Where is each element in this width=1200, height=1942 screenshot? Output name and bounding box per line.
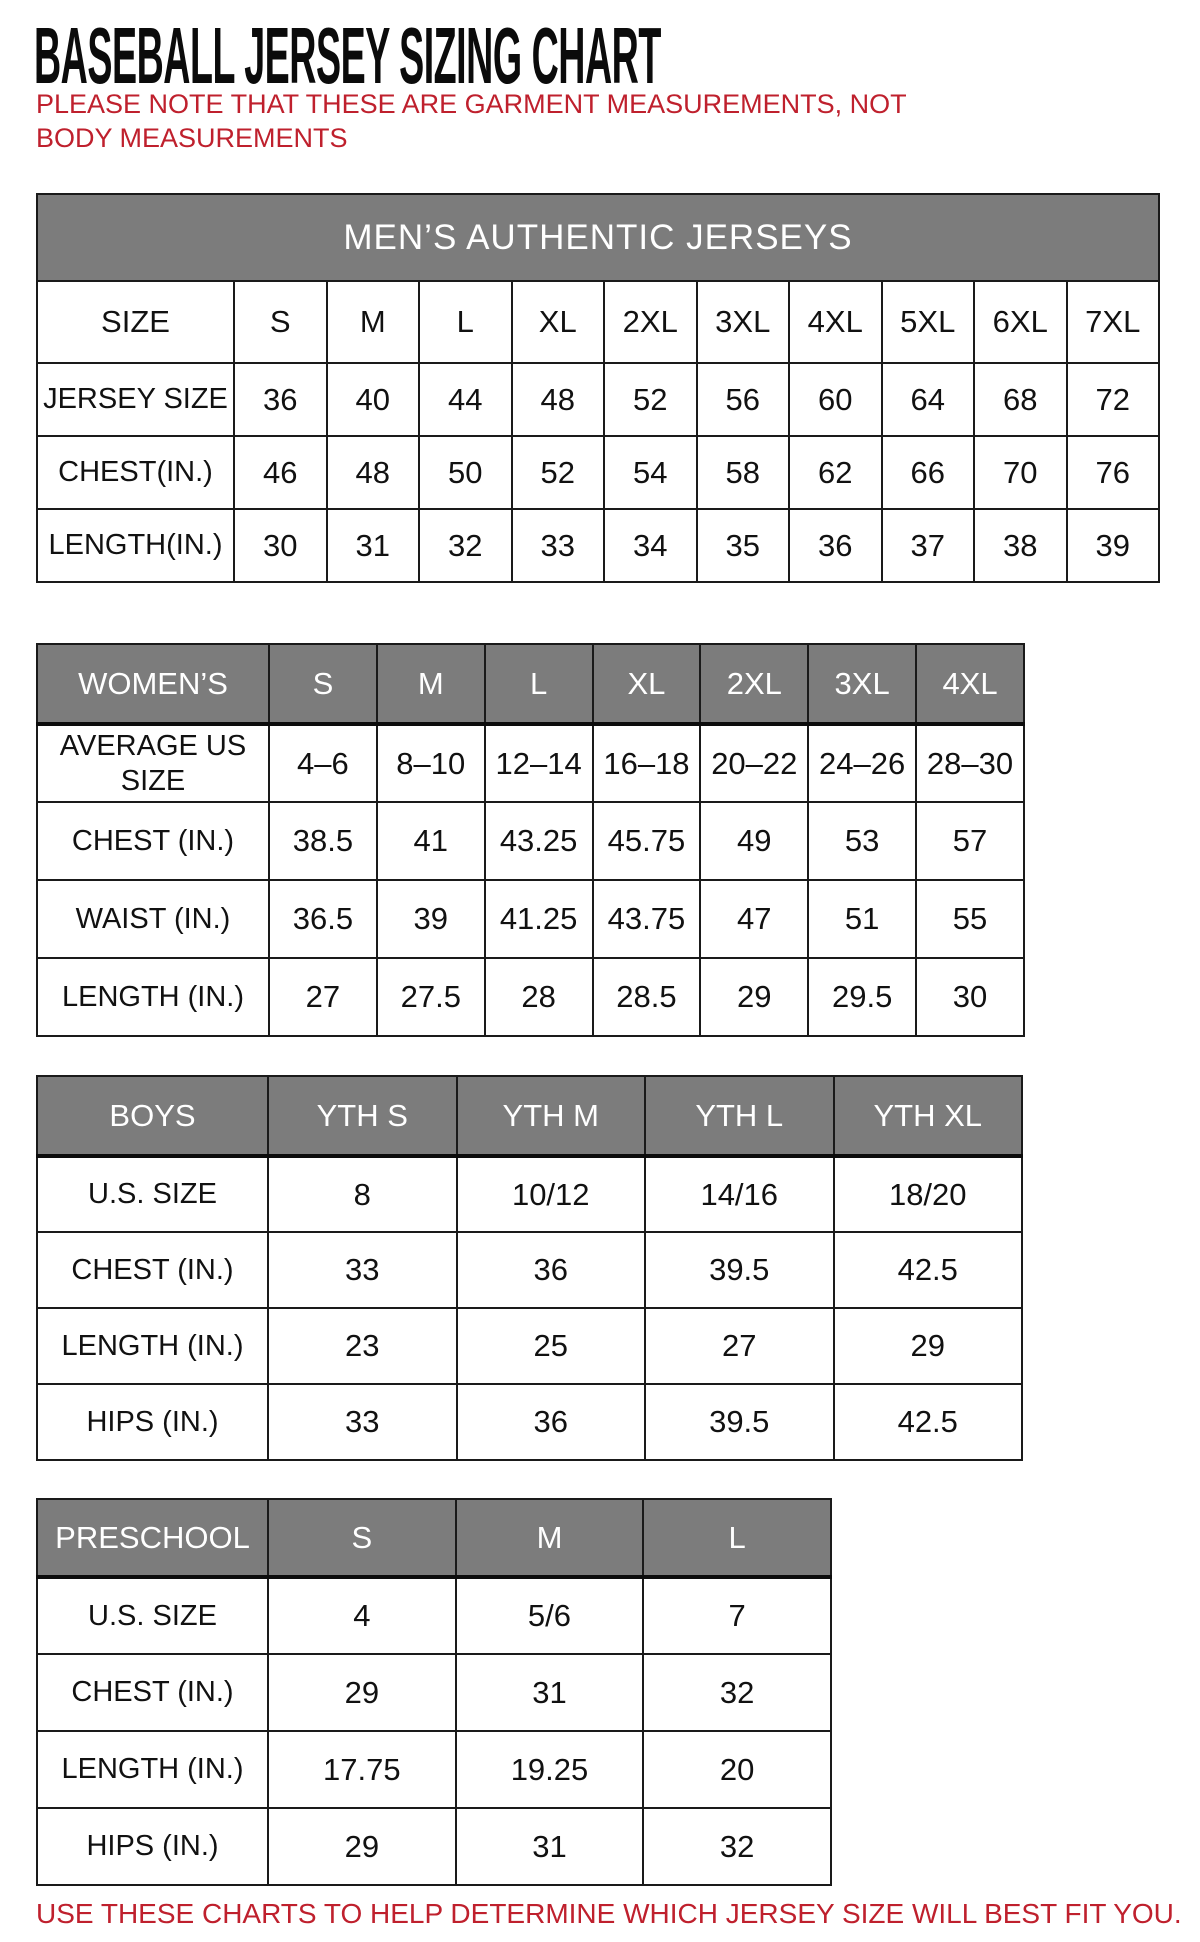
preschool-value-cell: 19.25: [456, 1731, 644, 1808]
womens-header-cell: XL: [593, 644, 701, 724]
womens-value-cell: 28: [485, 958, 593, 1036]
womens-value-cell: 51: [808, 880, 916, 958]
boys-header-label: BOYS: [37, 1076, 268, 1156]
womens-header-cell: L: [485, 644, 593, 724]
womens-value-cell: 28–30: [916, 724, 1024, 802]
womens-header-label: WOMEN’S: [37, 644, 269, 724]
mens-value-cell: 56: [697, 363, 790, 436]
boys-value-cell: 29: [834, 1308, 1023, 1384]
womens-value-cell: 12–14: [485, 724, 593, 802]
mens-header-label: SIZE: [37, 281, 234, 363]
mens-header-cell: 4XL: [789, 281, 882, 363]
mens-value-cell: 39: [1067, 509, 1160, 582]
boys-value-cell: 27: [645, 1308, 834, 1384]
boys-header-cell: YTH S: [268, 1076, 457, 1156]
womens-header-cell: S: [269, 644, 377, 724]
boys-value-cell: 39.5: [645, 1384, 834, 1460]
womens-value-cell: 8–10: [377, 724, 485, 802]
mens-value-cell: 36: [234, 363, 327, 436]
boys-value-cell: 23: [268, 1308, 457, 1384]
womens-value-cell: 27.5: [377, 958, 485, 1036]
preschool-header-cell: L: [643, 1499, 831, 1577]
womens-value-cell: 43.75: [593, 880, 701, 958]
preschool-value-cell: 29: [268, 1808, 456, 1885]
mens-value-cell: 38: [974, 509, 1067, 582]
boys-value-cell: 10/12: [457, 1156, 646, 1232]
mens-value-cell: 54: [604, 436, 697, 509]
mens-value-cell: 72: [1067, 363, 1160, 436]
womens-value-cell: 28.5: [593, 958, 701, 1036]
mens-value-cell: 35: [697, 509, 790, 582]
boys-row-label: LENGTH (IN.): [37, 1308, 268, 1384]
mens-value-cell: 68: [974, 363, 1067, 436]
boys-value-cell: 33: [268, 1232, 457, 1308]
mens-header-cell: 3XL: [697, 281, 790, 363]
mens-value-cell: 33: [512, 509, 605, 582]
mens-header-cell: 2XL: [604, 281, 697, 363]
womens-value-cell: 57: [916, 802, 1024, 880]
boys-value-cell: 8: [268, 1156, 457, 1232]
mens-value-cell: 60: [789, 363, 882, 436]
boys-row-label: HIPS (IN.): [37, 1384, 268, 1460]
boys-value-cell: 42.5: [834, 1384, 1023, 1460]
womens-header-cell: 3XL: [808, 644, 916, 724]
womens-value-cell: 45.75: [593, 802, 701, 880]
mens-value-cell: 66: [882, 436, 975, 509]
mens-row-label: CHEST(IN.): [37, 436, 234, 509]
footer-note: USE THESE CHARTS TO HELP DETERMINE WHICH JERSEY SIZE WILL BEST FIT YOU.: [36, 1898, 1182, 1929]
preschool-row-label: CHEST (IN.): [37, 1654, 268, 1731]
womens-sizing-table: [36, 643, 1025, 1037]
womens-value-cell: 49: [700, 802, 808, 880]
womens-value-cell: 53: [808, 802, 916, 880]
womens-value-cell: 47: [700, 880, 808, 958]
mens-row-label: LENGTH(IN.): [37, 509, 234, 582]
womens-value-cell: 4–6: [269, 724, 377, 802]
mens-value-cell: 37: [882, 509, 975, 582]
womens-value-cell: 29.5: [808, 958, 916, 1036]
boys-value-cell: 33: [268, 1384, 457, 1460]
preschool-value-cell: 20: [643, 1731, 831, 1808]
boys-value-cell: 42.5: [834, 1232, 1023, 1308]
mens-value-cell: 76: [1067, 436, 1160, 509]
womens-value-cell: 43.25: [485, 802, 593, 880]
mens-value-cell: 52: [604, 363, 697, 436]
mens-header-cell: M: [327, 281, 420, 363]
mens-banner: MEN’S AUTHENTIC JERSEYS: [37, 194, 1159, 281]
mens-value-cell: 50: [419, 436, 512, 509]
mens-value-cell: 36: [789, 509, 882, 582]
mens-header-cell: 6XL: [974, 281, 1067, 363]
womens-row-label: LENGTH (IN.): [37, 958, 269, 1036]
womens-value-cell: 39: [377, 880, 485, 958]
mens-value-cell: 52: [512, 436, 605, 509]
womens-value-cell: 27: [269, 958, 377, 1036]
womens-value-cell: 41.25: [485, 880, 593, 958]
womens-header-cell: 4XL: [916, 644, 1024, 724]
preschool-header-cell: M: [456, 1499, 644, 1577]
preschool-value-cell: 32: [643, 1654, 831, 1731]
mens-value-cell: 58: [697, 436, 790, 509]
preschool-row-label: LENGTH (IN.): [37, 1731, 268, 1808]
preschool-header-cell: S: [268, 1499, 456, 1577]
womens-header-cell: 2XL: [700, 644, 808, 724]
preschool-value-cell: 29: [268, 1654, 456, 1731]
mens-value-cell: 31: [327, 509, 420, 582]
preschool-sizing-table: [36, 1498, 832, 1886]
boys-header-cell: YTH M: [457, 1076, 646, 1156]
womens-row-label: WAIST (IN.): [37, 880, 269, 958]
mens-value-cell: 70: [974, 436, 1067, 509]
mens-header-cell: 5XL: [882, 281, 975, 363]
page-title: BASEBALL JERSEY SIZING CHART: [34, 11, 661, 100]
mens-value-cell: 30: [234, 509, 327, 582]
preschool-value-cell: 17.75: [268, 1731, 456, 1808]
womens-value-cell: 55: [916, 880, 1024, 958]
mens-value-cell: 64: [882, 363, 975, 436]
boys-row-label: U.S. SIZE: [37, 1156, 268, 1232]
womens-value-cell: 24–26: [808, 724, 916, 802]
preschool-value-cell: 31: [456, 1654, 644, 1731]
womens-value-cell: 30: [916, 958, 1024, 1036]
womens-value-cell: 41: [377, 802, 485, 880]
mens-header-cell: L: [419, 281, 512, 363]
mens-header-cell: XL: [512, 281, 605, 363]
womens-value-cell: 16–18: [593, 724, 701, 802]
mens-header-cell: 7XL: [1067, 281, 1160, 363]
preschool-value-cell: 31: [456, 1808, 644, 1885]
boys-header-cell: YTH XL: [834, 1076, 1023, 1156]
mens-value-cell: 34: [604, 509, 697, 582]
womens-row-label: AVERAGE US SIZE: [37, 724, 269, 802]
womens-value-cell: 38.5: [269, 802, 377, 880]
mens-value-cell: 48: [327, 436, 420, 509]
preschool-value-cell: 4: [268, 1577, 456, 1654]
womens-value-cell: 29: [700, 958, 808, 1036]
boys-value-cell: 36: [457, 1232, 646, 1308]
boys-row-label: CHEST (IN.): [37, 1232, 268, 1308]
womens-value-cell: 20–22: [700, 724, 808, 802]
mens-value-cell: 48: [512, 363, 605, 436]
mens-value-cell: 46: [234, 436, 327, 509]
mens-value-cell: 40: [327, 363, 420, 436]
boys-value-cell: 18/20: [834, 1156, 1023, 1232]
mens-value-cell: 32: [419, 509, 512, 582]
womens-row-label: CHEST (IN.): [37, 802, 269, 880]
mens-value-cell: 44: [419, 363, 512, 436]
preschool-row-label: U.S. SIZE: [37, 1577, 268, 1654]
boys-value-cell: 14/16: [645, 1156, 834, 1232]
womens-value-cell: 36.5: [269, 880, 377, 958]
preschool-header-label: PRESCHOOL: [37, 1499, 268, 1577]
boys-sizing-table: [36, 1075, 1023, 1461]
mens-sizing-table: [36, 193, 1160, 583]
mens-row-label: JERSEY SIZE: [37, 363, 234, 436]
preschool-row-label: HIPS (IN.): [37, 1808, 268, 1885]
preschool-value-cell: 7: [643, 1577, 831, 1654]
mens-header-cell: S: [234, 281, 327, 363]
garment-measurements-note: PLEASE NOTE THAT THESE ARE GARMENT MEASUREMENTS, NOT BODY MEASUREMENTS: [36, 89, 907, 153]
boys-value-cell: 39.5: [645, 1232, 834, 1308]
preschool-value-cell: 5/6: [456, 1577, 644, 1654]
mens-value-cell: 62: [789, 436, 882, 509]
womens-header-cell: M: [377, 644, 485, 724]
boys-header-cell: YTH L: [645, 1076, 834, 1156]
preschool-value-cell: 32: [643, 1808, 831, 1885]
boys-value-cell: 25: [457, 1308, 646, 1384]
boys-value-cell: 36: [457, 1384, 646, 1460]
